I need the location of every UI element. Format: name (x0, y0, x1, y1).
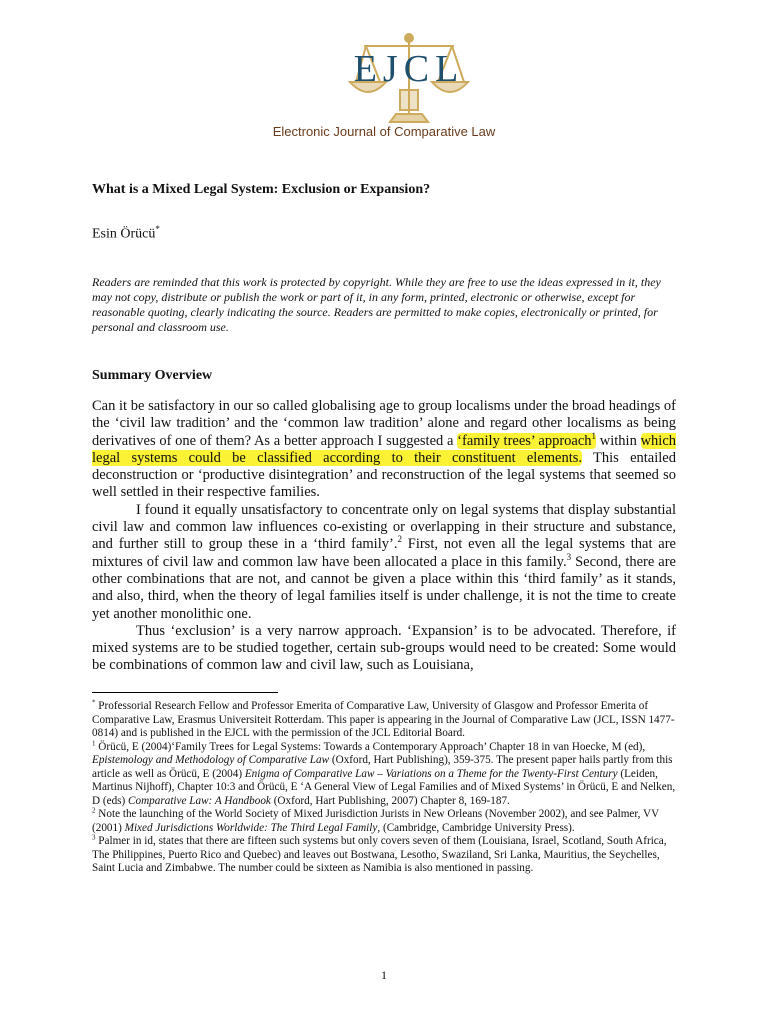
footnote-star (92, 700, 682, 741)
text-run: I found it equally unsatisfactory to concentrate only on legal systems that display substantial civil law and common law influences co-existing or overlapping in their structure and substance, and further still to group these in a ‘third family’. (92, 501, 676, 553)
text-run: ‘family trees’ approach (457, 432, 592, 449)
footnote-2 (92, 808, 682, 835)
footnote-mark: 3 (92, 833, 96, 842)
text-run: Can it be satisfactory in our so called globalising age to group localisms under the broad headings of the ‘civil law tradition’ and the ‘common law tradition’ alone and regard other localisms as being derivatives of one of them? As a better approach I suggested a (92, 398, 676, 449)
footnote-ref: 2 (397, 534, 402, 545)
journal-name: Electronic Journal of Comparative Law (272, 124, 496, 139)
highlighted-text (457, 430, 597, 449)
text-run: Palmer in id, states that there are fifteen such systems but only covers seven of them (Louisiana, Israel, Scotland, South Africa, The Philippines, Puerto Rico and Quebec) and leaves out Bostwana, Lesotho, Swaziland, Sri Lanka, Mauritius, the Seychelles, Saint Lucia and Zimbabwe. The number could be sixteen as Namibia is also mentioned in passing. (92, 835, 667, 874)
paragraph-1 (92, 398, 676, 502)
text-run: (Oxford, Hart Publishing), 359-375. The present paper hails partly from this article as well as Örücü, E (2004) (92, 754, 673, 780)
footnote-1 (92, 738, 682, 809)
text-run: Second, there are other combinations that are not, and cannot be given a place within this ‘third family’ as it stands, and also, third, when the theory of legal families itself is under challenge, it is not the time to create yet another monolithic one. (92, 553, 676, 622)
author-footnote-mark: * (155, 224, 160, 234)
article-title: What is a Mixed Legal System: Exclusion or Expansion? (92, 182, 431, 197)
paragraph-2 (92, 502, 676, 623)
footnote-mark: 2 (92, 806, 96, 815)
italic-title: Mixed Jurisdictions Worldwide: The Third Legal Family (124, 821, 378, 834)
text-run: (Oxford, Hart Publishing, 2007) Chapter 8, 169-187. (270, 794, 510, 807)
section-heading: Summary Overview (92, 368, 213, 383)
text-run: First, not even all the legal systems that are mixtures of civil law and common law have been allocated a place in this family. (92, 536, 676, 570)
text-run: Örücü, E (2004)‘Family Trees for Legal Systems: Towards a Contemporary Approach’ Chapter 18 in van Hoecke, M (ed), (95, 740, 646, 753)
copyright-notice: Readers are reminded that this work is protected by copyright. While they are free to use the ideas expressed in it, they may not copy, distribute or publish the work or part of it, in any form, printed, electronic or otherwise, except for reasonable quoting, clearly indicating the source. Readers are permitted to make copies, electronically or printed, for personal and classroom use. (92, 275, 661, 334)
logo-text: EJCL (353, 48, 465, 90)
footnote-separator (92, 692, 278, 693)
italic-title: Epistemology and Methodology of Comparative Law (92, 754, 330, 766)
journal-logo (344, 30, 474, 130)
author-name-text: Esin Örücü (92, 226, 156, 242)
text-run: (Leiden, Martinus Nijhoff), Chapter 10:3 and Örücü, E ‘A General View of Legal Families and of Mixed Systems’ in Örücü, E and Nelken, D (eds) (92, 767, 676, 807)
footnote-ref: 1 (591, 430, 597, 441)
text-run: Professorial Research Fellow and Professor Emerita of Comparative Law, University of Glasgow and Professor Emerita of Comparative Law, Erasmus Universiteit Rotterdam. This paper is appearing in the Journal of Comparative Law (JCL, ISSN 1477-0814) and is published in the EJCL with the permission of the JCL Editorial Board. (92, 700, 675, 739)
footnote-3 (92, 835, 682, 876)
italic-title: Comparative Law: A Handbook (128, 794, 271, 807)
text-run: , (Cambridge, Cambridge University Press). (377, 821, 575, 834)
footnote-mark: * (92, 698, 96, 707)
highlighted-text: which legal systems could be classified according to their constituent elements. (92, 432, 676, 466)
text-run: This entailed deconstruction or ‘productive disintegration’ and reconstruction of the legal systems that seemed so well settled in their respective families. (92, 449, 676, 501)
page-number: 1 (381, 968, 387, 982)
paragraph-3: Thus ‘exclusion’ is a very narrow approach. ‘Expansion’ is to be advocated. Therefore, if mixed systems are to be studied together, certain sub-groups would need to be created: Some would be combinations of common law and civil law, such as Louisiana, (92, 622, 676, 674)
footnote-mark: 1 (92, 738, 96, 747)
text-run: within (596, 432, 641, 449)
author-name (92, 224, 160, 243)
italic-title: Enigma of Comparative Law – Variations on a Theme for the Twenty-First Century (244, 767, 618, 780)
body-text (92, 398, 676, 675)
text-run: Note the launching of the World Society of Mixed Jurisdiction Jurists in New Orleans (November 2002), and see Palmer, VV (2001) (92, 808, 660, 834)
footnote-ref: 3 (566, 551, 572, 562)
footnotes (92, 700, 682, 876)
